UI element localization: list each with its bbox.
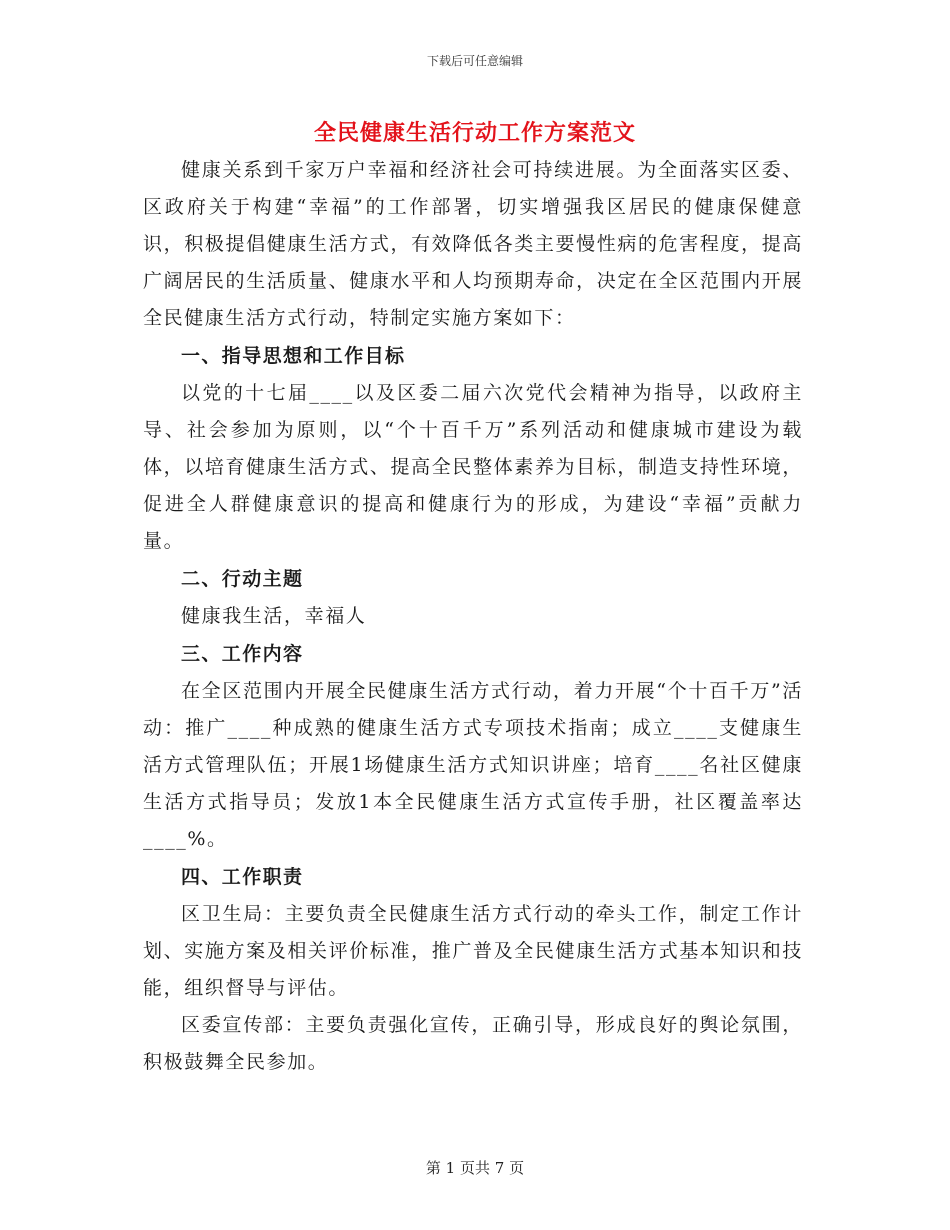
section-2-heading: 二、行动主题 xyxy=(181,568,304,590)
section-2-body: 健康我生活，幸福人 xyxy=(181,605,367,627)
page-number-footer: 第 1 页共 7 页 xyxy=(425,1159,525,1177)
intro-paragraph: 健康关系到千家万户幸福和经济社会可持续进展。为全面落实区委、区政府关于构建“幸福”的工作部署，切实增强我区居民的健康保健意识，积极提倡健康生活方式，有效降低各类主要慢性病的危害程度，提高广阔居民的生活质量、健康水平和人均预期寿命，决定在全区范围内开展全民健康生活方式行动，特制定实施方案如下： xyxy=(143,159,803,329)
section-1-heading: 一、指导思想和工作目标 xyxy=(181,345,406,367)
section-3-heading: 三、工作内容 xyxy=(181,643,304,665)
section-1-body: 以党的十七届____以及区委二届六次党代会精神为指导，以政府主导、社会参加为原则，以“个十百千万”系列活动和健康城市建设为载体，以培育健康生活方式、提高全民整体素养为目标，制造支持性环境，促进全人群健康意识的提高和健康行为的形成，为建设“幸福”贡献力量。 xyxy=(143,382,803,552)
section-4-heading: 四、工作职责 xyxy=(181,866,304,888)
section-4-body-publicity-dept: 区委宣传部：主要负责强化宣传，正确引导，形成良好的舆论氛围，积极鼓舞全民参加。 xyxy=(143,1014,803,1073)
section-3-body: 在全区范围内开展全民健康生活方式行动，着力开展“个十百千万”活动：推广____种成熟的健康生活方式专项技术指南；成立____支健康生活方式管理队伍；开展1场健康生活方式知识讲座；培育____名社区健康生活方式指导员；发放1本全民健康生活方式宣传手册，社区覆盖率达____%。 xyxy=(143,680,803,850)
header-note: 下载后可任意编辑 xyxy=(426,54,523,68)
document-title: 全民健康生活行动工作方案范文 xyxy=(313,120,636,146)
document-body xyxy=(143,152,803,1081)
section-4-body-health-bureau: 区卫生局：主要负责全民健康生活方式行动的牵头工作，制定工作计划、实施方案及相关评价标准，推广普及全民健康生活方式基本知识和技能，组织督导与评估。 xyxy=(143,903,803,999)
